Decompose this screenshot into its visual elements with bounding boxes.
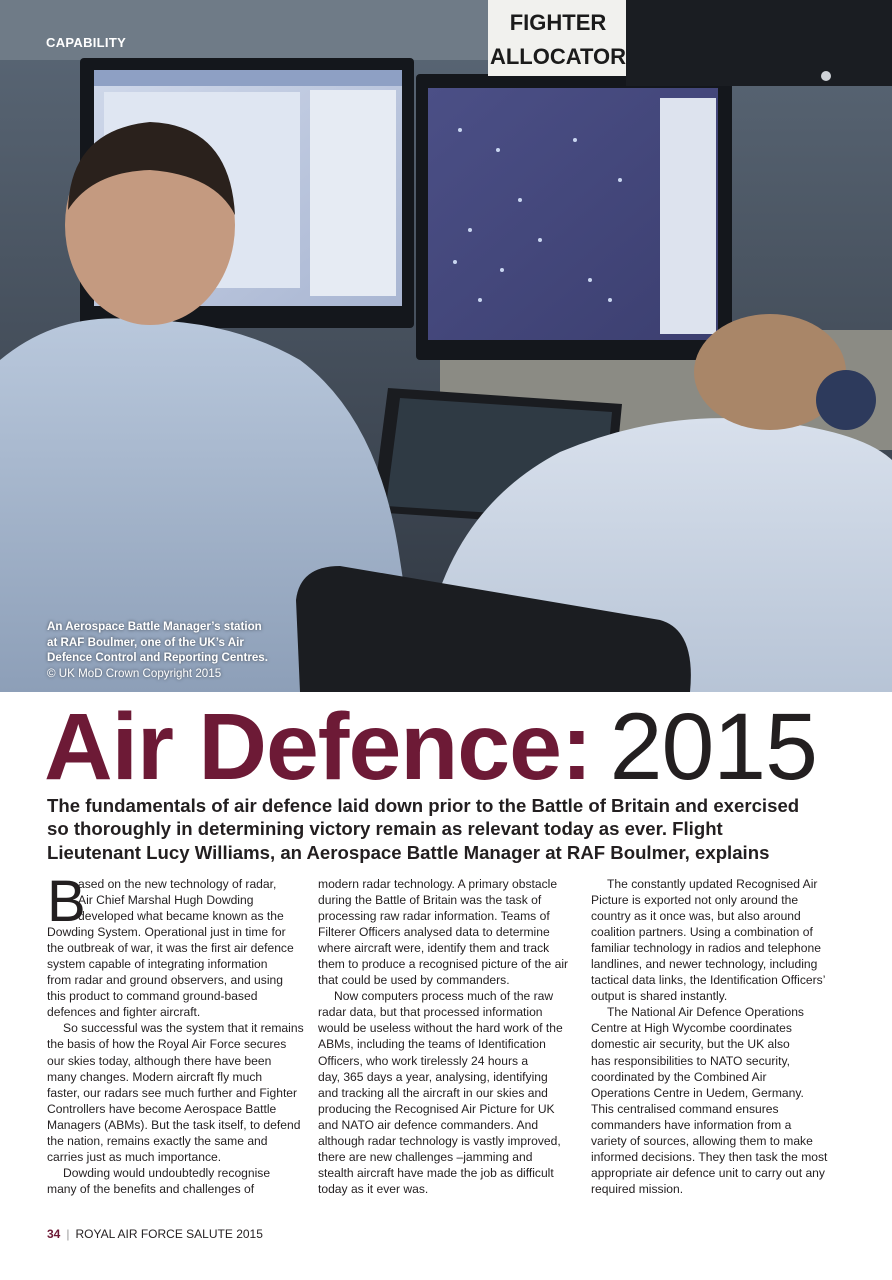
body-line: familiar technology in radios and telephone — [591, 941, 821, 956]
body-line: Picture is exported not only around the — [591, 893, 799, 908]
body-line: the outbreak of war, it was the first air defence — [47, 941, 294, 956]
body-line: Dowding would undoubtedly recognise — [63, 1165, 271, 1180]
body-line: modern radar technology. A primary obstacle — [318, 877, 558, 891]
sign-line-2: ALLOCATOR — [489, 44, 627, 69]
body-line: This centralised command ensures — [591, 1101, 779, 1116]
title-year: 2015 — [609, 694, 817, 800]
body-line: Air Chief Marshal Hugh Dowding — [78, 893, 254, 908]
body-line: day, 365 days a year, analysing, identifying — [318, 1069, 548, 1084]
body-line: Centre at High Wycombe coordinates — [591, 1021, 792, 1036]
body-line: The constantly updated Recognised Air — [607, 877, 818, 891]
body-line: country as it once was, but also around — [591, 909, 801, 924]
body-line: has responsibilities to NATO security, — [591, 1053, 790, 1068]
body-line: there are new challenges –jamming and — [318, 1149, 533, 1164]
body-line: the basis of how the Royal Air Force secures — [47, 1037, 287, 1052]
body-line: that could be used by commanders. — [318, 973, 510, 988]
body-line: carries just as much importance. — [47, 1149, 222, 1164]
body-line: the nation, remains exactly the same and — [47, 1133, 268, 1148]
body-line: developed what became known as the — [78, 909, 284, 924]
standfirst-line: Lieutenant Lucy Williams, an Aerospace Battle Manager at RAF Boulmer, explains — [47, 841, 770, 863]
caption-line: An Aerospace Battle Manager’s station — [47, 620, 262, 633]
body-line: many of the benefits and challenges of — [47, 1181, 255, 1196]
body-line: coalition partners. Using a combination of — [591, 925, 813, 940]
body-line: our skies today, although there have been — [47, 1053, 272, 1068]
photo-caption — [47, 619, 277, 681]
body-line: variety of sources, allowing them to make — [591, 1133, 813, 1148]
body-line: and tracking all the aircraft in our skies and — [318, 1085, 548, 1100]
body-line: ased on the new technology of radar, — [78, 877, 277, 891]
body-line: stealth aircraft have made the job as difficult — [318, 1165, 554, 1180]
body-line: radar data, but that processed information — [318, 1005, 543, 1020]
body-line: output is shared instantly. — [591, 989, 728, 1004]
body-line: landlines, and newer technology, including — [591, 957, 818, 972]
body-column-3 — [591, 876, 851, 1197]
drop-cap: B — [47, 869, 86, 934]
body-line: So successful was the system that it remains — [63, 1021, 304, 1036]
body-column-2 — [318, 876, 578, 1197]
standfirst-line: The fundamentals of air defence laid down prior to the Battle of Britain and exercised — [47, 795, 800, 816]
body-line: faster, our radars see much further and Fighter — [47, 1085, 298, 1100]
body-line: Managers (ABMs). But the task itself, to defend — [47, 1117, 301, 1132]
body-line: Officers, who work tirelessly 24 hours a — [318, 1053, 529, 1068]
page-footer — [47, 1227, 263, 1241]
body-line: Dowding System. Operational just in time for — [47, 925, 286, 940]
body-line: during the Battle of Britain was the task of — [318, 893, 542, 908]
body-line: informed decisions. They then task the most — [591, 1149, 828, 1164]
body-line: required mission. — [591, 1181, 684, 1196]
body-line: producing the Recognised Air Picture for UK — [318, 1101, 555, 1116]
body-line: from radar and ground observers, and using — [47, 973, 283, 988]
body-line: ABMs, including the teams of Identification — [318, 1037, 546, 1052]
body-line: tactical data links, the Identification Officers’ — [591, 973, 826, 988]
body-line: many changes. Modern aircraft fly much — [47, 1069, 263, 1084]
standfirst-line: so thoroughly in determining victory remain as relevant today as ever. Flight — [47, 818, 723, 840]
body-column-1 — [47, 869, 307, 1197]
body-line: would be useless without the hard work of the — [318, 1021, 563, 1036]
body-line: them to produce a recognised picture of the air — [318, 957, 569, 972]
page-number: 34 — [47, 1227, 61, 1241]
sign-line-1: FIGHTER — [509, 10, 607, 35]
body-line: The National Air Defence Operations — [607, 1005, 804, 1020]
body-line: Filterer Officers analysed data to determine — [318, 925, 550, 940]
footer-separator: | — [66, 1227, 70, 1241]
article-title — [44, 694, 817, 800]
section-label: CAPABILITY — [46, 35, 127, 50]
body-line: today as it ever was. — [318, 1181, 429, 1196]
body-line: Operations Centre in Uedem, Germany. — [591, 1085, 804, 1100]
body-line: system capable of integrating information — [47, 957, 268, 972]
body-line: where aircraft were, identify them and track — [318, 941, 550, 956]
body-line: domestic air security, but the UK also — [591, 1037, 790, 1052]
body-line: although radar technology is vastly improved, — [318, 1133, 561, 1148]
caption-line: Defence Control and Reporting Centres. — [47, 651, 268, 665]
body-line: this product to command ground-based — [47, 989, 258, 1004]
body-line: Now computers process much of the raw — [334, 989, 554, 1004]
body-line: processing raw radar information. Teams of — [318, 909, 550, 924]
body-line: appropriate air defence unit to carry out any — [591, 1165, 825, 1180]
body-line: and NATO air defence commanders. And — [318, 1117, 539, 1132]
body-line: commanders have information from a — [591, 1117, 792, 1132]
publication-name: ROYAL AIR FORCE SALUTE 2015 — [75, 1227, 263, 1241]
title-main: Air Defence: — [44, 694, 592, 800]
body-line: Controllers have become Aerospace Battle — [47, 1101, 277, 1116]
body-line: coordinated by the Combined Air — [591, 1069, 767, 1084]
standfirst — [47, 794, 857, 864]
photo-credit: © UK MoD Crown Copyright 2015 — [47, 666, 222, 680]
caption-line: at RAF Boulmer, one of the UK’s Air — [47, 635, 244, 649]
body-line: defences and fighter aircraft. — [47, 1005, 201, 1020]
